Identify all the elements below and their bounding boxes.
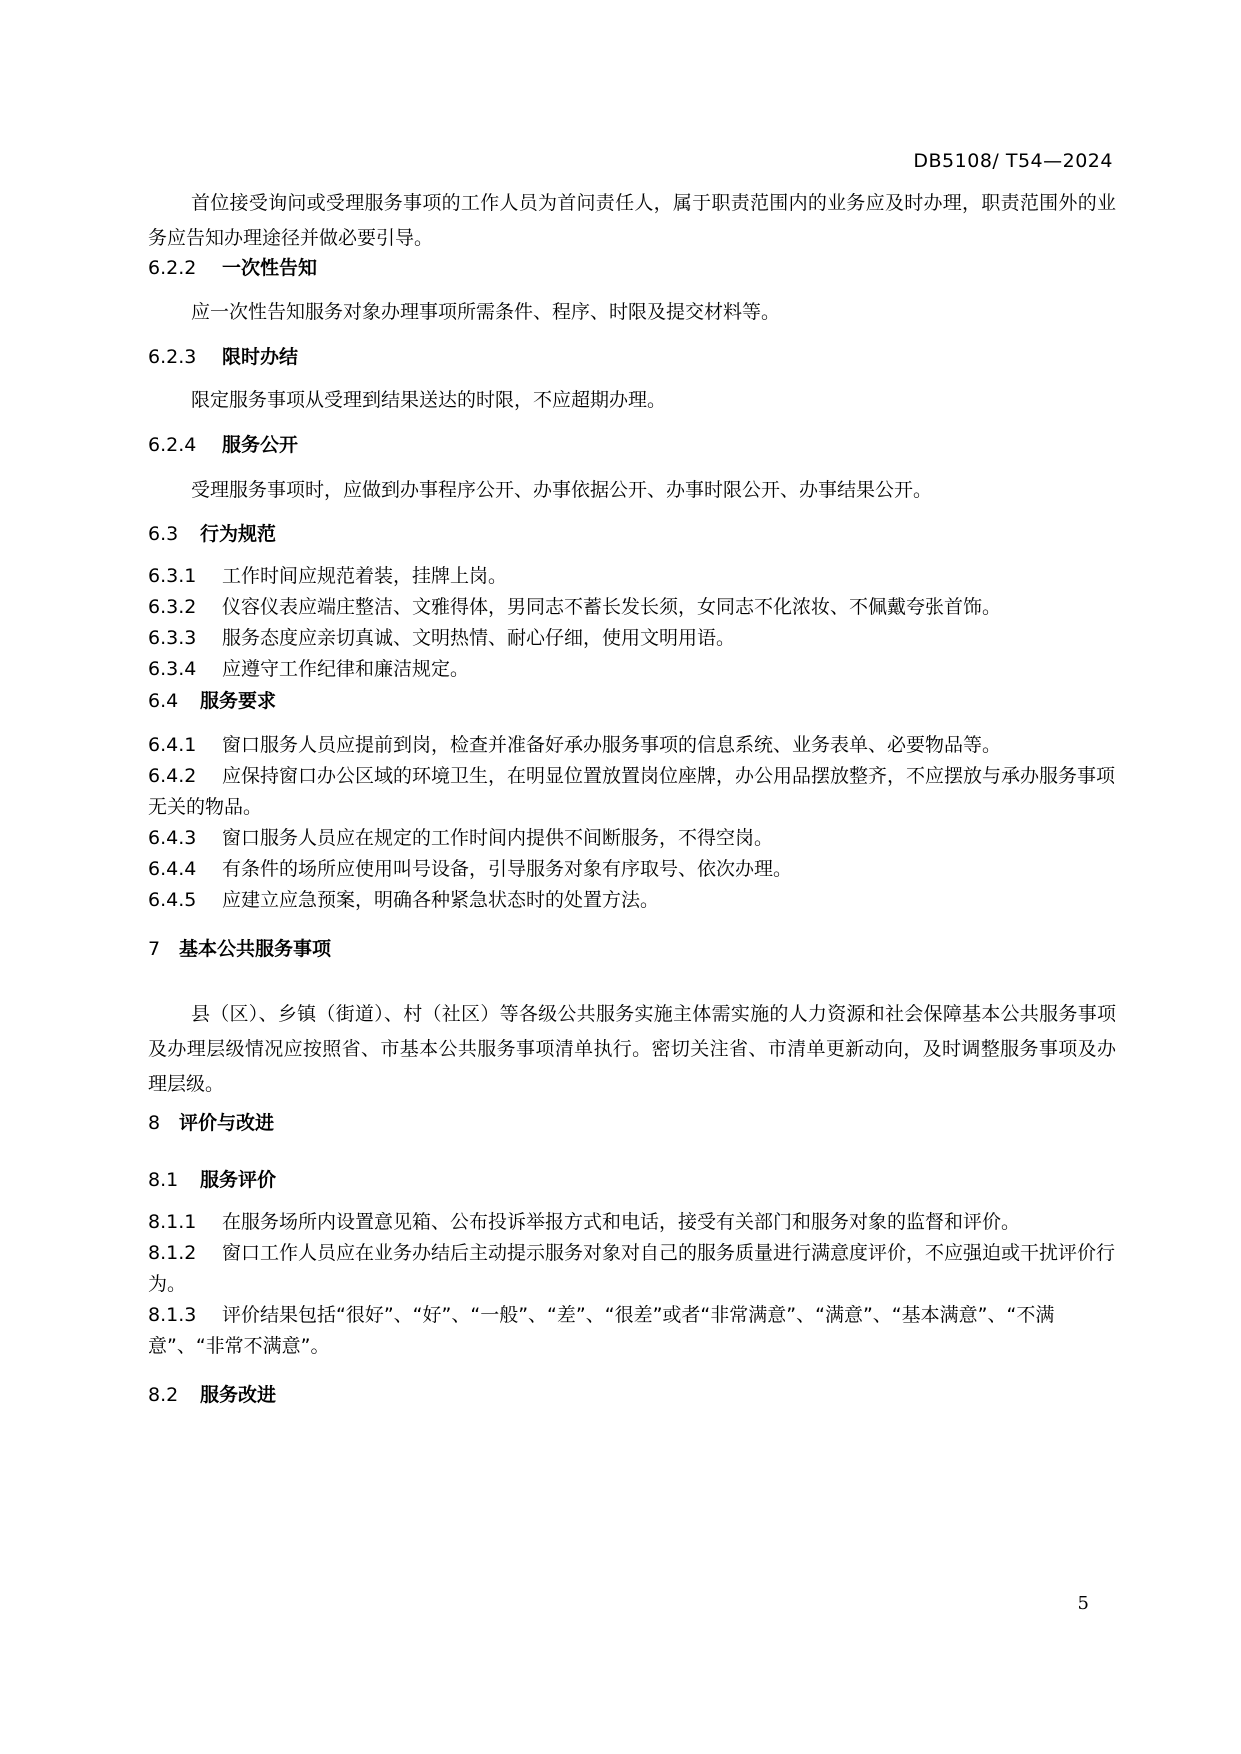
paragraph-6-2-4: 受理服务事项时，应做到办事程序公开、办事依据公开、办事时限公开、办事结果公开。: [191, 479, 933, 501]
section-title: 一次性告知: [222, 257, 318, 279]
heading-6-2-3: [148, 340, 1116, 375]
document-code: DB5108/ T54—2024: [913, 150, 1113, 172]
list-item: 8.1.2 窗口工作人员应在业务办结后主动提示服务对象对自己的服务质量进行满意度评价，不应强迫或干扰评价行为。: [148, 1242, 1116, 1295]
section-number: 6.2.3: [148, 346, 197, 368]
heading-6-3: [148, 517, 1116, 552]
heading-8-1: [148, 1163, 1116, 1198]
paragraph-6-2-2: 应一次性告知服务对象办理事项所需条件、程序、时限及提交材料等。: [191, 301, 781, 323]
section-title: 基本公共服务事项: [179, 938, 332, 960]
list-item: 6.3.2 仪容仪表应端庄整洁、文雅得体，男同志不蓄长发长须，女同志不化浓妆、不佩戴夸张首饰。: [148, 596, 1002, 618]
heading-7: [148, 932, 1116, 967]
list-item: 8.1.1 在服务场所内设置意见箱、公布投诉举报方式和电话，接受有关部门和服务对象的监督和评价。: [148, 1211, 1021, 1233]
section-number: 8: [148, 1112, 161, 1134]
list-item: 6.4.3 窗口服务人员应在规定的工作时间内提供不间断服务，不得空岗。: [148, 827, 774, 849]
section-title: 行为规范: [200, 523, 277, 545]
section-title: 服务改进: [200, 1384, 277, 1406]
paragraph-7: 县（区）、乡镇（街道）、村（社区）等各级公共服务实施主体需实施的人力资源和社会保障基本公共服务事项及办理层级情况应按照省、市基本公共服务事项清单执行。密切关注省、市清单更新动向，及时调整服务事项及办理层级。: [148, 1003, 1116, 1095]
heading-6-2-4: [148, 428, 1116, 463]
list-6-4: [148, 730, 1116, 916]
list-item: 8.1.3 评价结果包括“很好”、“好”、“一般”、“差”、“很差”或者“非常满意”、“满意”、“基本满意”、“不满意”、“非常不满意”。: [148, 1304, 1055, 1357]
section-number: 7: [148, 938, 161, 960]
heading-8: [148, 1106, 1116, 1141]
paragraph-first-inquiry: 首位接受询问或受理服务事项的工作人员为首问责任人，属于职责范围内的业务应及时办理，职责范围外的业务应告知办理途径并做必要引导。: [148, 192, 1116, 249]
heading-6-4: [148, 684, 1116, 719]
heading-6-2-2: [148, 251, 1116, 286]
list-item: 6.4.5 应建立应急预案，明确各种紧急状态时的处置方法。: [148, 889, 660, 911]
section-title: 服务公开: [222, 434, 299, 456]
list-item: 6.4.1 窗口服务人员应提前到岗，检查并准备好承办服务事项的信息系统、业务表单、必要物品等。: [148, 734, 1002, 756]
heading-8-2: [148, 1378, 1116, 1413]
section-number: 8.2: [148, 1384, 179, 1406]
list-item: 6.3.4 应遵守工作纪律和廉洁规定。: [148, 658, 470, 680]
paragraph-6-2-3: 限定服务事项从受理到结果送达的时限，不应超期办理。: [191, 389, 667, 411]
section-number: 6.3: [148, 523, 179, 545]
list-item: 6.3.3 服务态度应亲切真诚、文明热情、耐心仔细，使用文明用语。: [148, 627, 736, 649]
list-6-3: [148, 561, 1116, 685]
section-number: 6.2.4: [148, 434, 197, 456]
section-title: 评价与改进: [179, 1112, 275, 1134]
section-title: 服务评价: [200, 1169, 277, 1191]
section-number: 8.1: [148, 1169, 179, 1191]
section-title: 服务要求: [200, 690, 277, 712]
page-number: 5: [1077, 1593, 1089, 1614]
list-item: 6.3.1 工作时间应规范着装，挂牌上岗。: [148, 565, 508, 587]
list-8-1: [148, 1207, 1116, 1362]
list-item: 6.4.2 应保持窗口办公区域的环境卫生，在明显位置放置岗位座牌，办公用品摆放整齐，不应摆放与承办服务事项无关的物品。: [148, 765, 1116, 818]
list-item: 6.4.4 有条件的场所应使用叫号设备，引导服务对象有序取号、依次办理。: [148, 858, 793, 880]
section-number: 6.2.2: [148, 257, 197, 279]
section-title: 限时办结: [222, 346, 299, 368]
section-number: 6.4: [148, 690, 179, 712]
